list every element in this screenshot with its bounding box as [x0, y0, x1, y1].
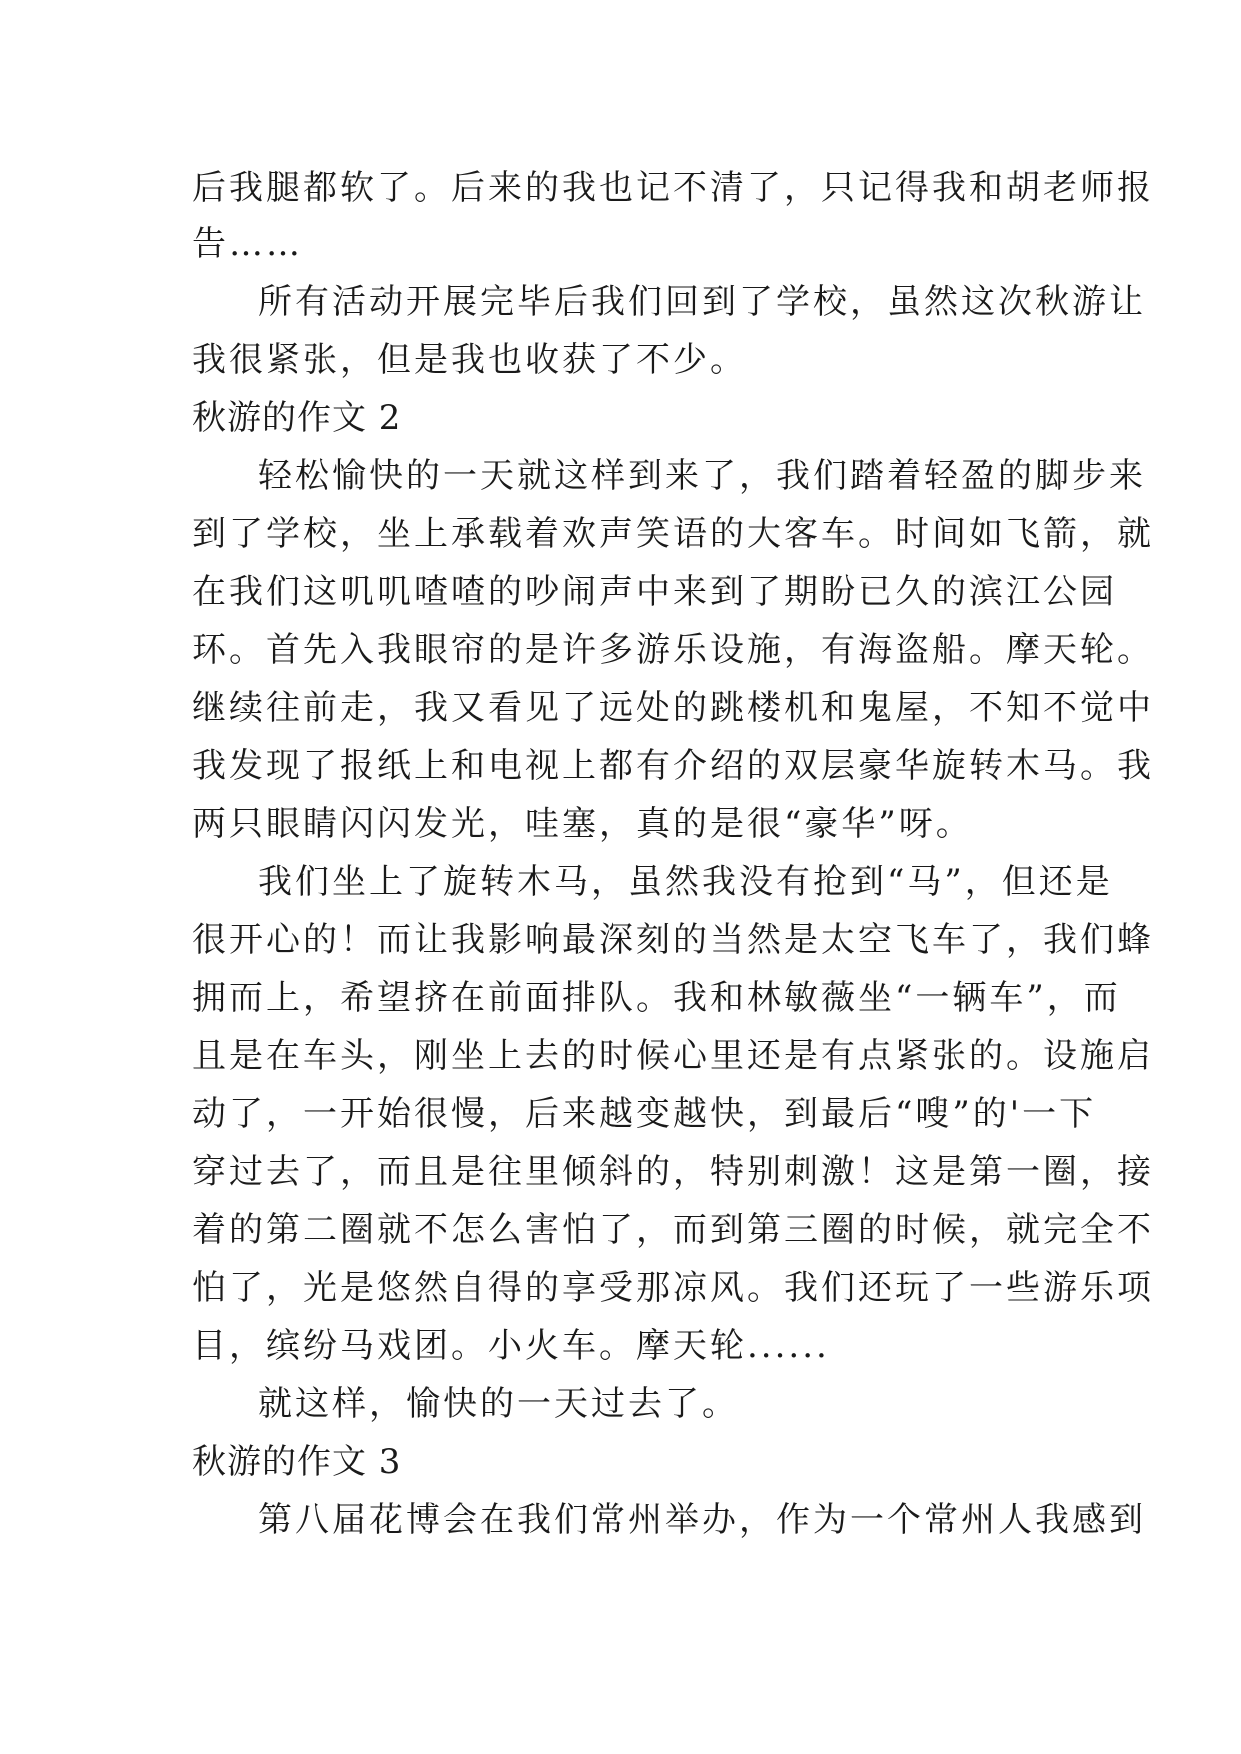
paragraph-line: 第八届花博会在我们常州举办，作为一个常州人我感到 — [258, 1500, 1146, 1540]
paragraph-line: 穿过去了，而且是往里倾斜的，特别刺激！这是第一圈，接 — [192, 1152, 1154, 1192]
paragraph-line: 就这样，愉快的一天过去了。 — [258, 1384, 739, 1424]
paragraph-line: 继续往前走，我又看见了远处的跳楼机和鬼屋，不知不觉中 — [192, 688, 1154, 728]
paragraph-line: 且是在车头，刚坐上去的时候心里还是有点紧张的。设施启 — [192, 1036, 1154, 1076]
paragraph-line: 后我腿都软了。后来的我也记不清了，只记得我和胡老师报 — [192, 168, 1154, 208]
paragraph-line: 我们坐上了旋转木马，虽然我没有抢到“马”，但还是 — [258, 862, 1113, 902]
paragraph-line: 动了，一开始很慢，后来越变越快，到最后“嗖”的'一下 — [192, 1094, 1097, 1134]
paragraph-line: 所有活动开展完毕后我们回到了学校，虽然这次秋游让 — [258, 282, 1146, 322]
paragraph-line: 告…… — [192, 224, 303, 264]
section-heading: 秋游的作文 3 — [192, 1442, 402, 1482]
paragraph-line: 在我们这叽叽喳喳的吵闹声中来到了期盼已久的滨江公园 — [192, 572, 1117, 612]
paragraph-line: 环。首先入我眼帘的是许多游乐设施，有海盗船。摩天轮。 — [192, 630, 1154, 670]
paragraph-line: 我很紧张，但是我也收获了不少。 — [192, 340, 747, 380]
paragraph-line: 拥而上，希望挤在前面排队。我和林敏薇坐“一辆车”，而 — [192, 978, 1121, 1018]
section-heading: 秋游的作文 2 — [192, 398, 402, 438]
paragraph-line: 很开心的！而让我影响最深刻的当然是太空飞车了，我们蜂 — [192, 920, 1154, 960]
paragraph-line: 着的第二圈就不怎么害怕了，而到第三圈的时候，就完全不 — [192, 1210, 1154, 1250]
paragraph-line: 怕了，光是悠然自得的享受那凉风。我们还玩了一些游乐项 — [192, 1268, 1154, 1308]
paragraph-line: 轻松愉快的一天就这样到来了，我们踏着轻盈的脚步来 — [258, 456, 1146, 496]
paragraph-line: 目，缤纷马戏团。小火车。摩天轮...... — [192, 1326, 830, 1366]
paragraph-line: 到了学校，坐上承载着欢声笑语的大客车。时间如飞箭，就 — [192, 514, 1154, 554]
paragraph-line: 两只眼睛闪闪发光，哇塞，真的是很“豪华”呀。 — [192, 804, 973, 844]
paragraph-line: 我发现了报纸上和电视上都有介绍的双层豪华旋转木马。我 — [192, 746, 1154, 786]
